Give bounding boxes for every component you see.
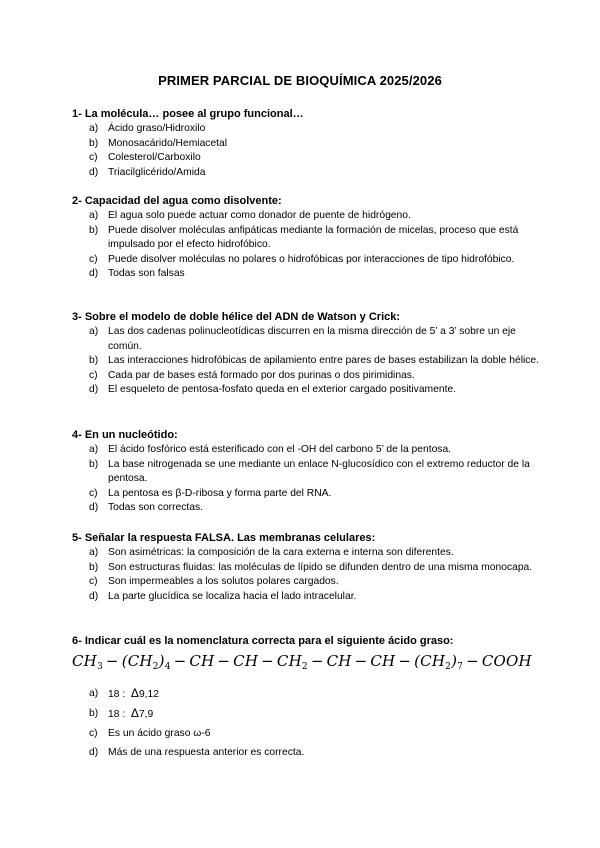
option-text: Son impermeables a los solutos polares cargados.	[108, 576, 339, 587]
fatty-acid-formula: $CH_3 - (CH_2)_4$ − CH − CH − $CH_2$ − CH − CH − $(CH_2)_7$ − COOH	[72, 652, 532, 672]
option-text: Triacilglicérido/Amida	[108, 166, 206, 178]
option-a	[72, 209, 542, 224]
option-letter: b)	[89, 458, 99, 470]
option-letter: d)	[89, 590, 99, 602]
option-letter: a)	[89, 210, 99, 221]
option-b	[72, 561, 542, 576]
option-letter: d)	[89, 268, 99, 279]
option-c	[72, 724, 542, 743]
option-a	[72, 546, 542, 561]
option-letter: a)	[89, 547, 99, 558]
option-letter: b)	[89, 708, 99, 719]
question-5	[72, 531, 542, 604]
option-c	[72, 369, 542, 384]
option-c	[72, 487, 542, 502]
option-c	[72, 151, 542, 166]
option-b	[72, 354, 542, 369]
option-letter: a)	[89, 444, 99, 455]
question-header: 4- En un nucleótido:	[72, 429, 178, 441]
question-header: 5- Señalar la respuesta FALSA. Las membranas celulares:	[72, 532, 376, 544]
option-letter: b)	[89, 561, 99, 573]
option-d	[72, 743, 542, 762]
option-letter: a)	[89, 688, 99, 699]
option-letter: a)	[89, 123, 99, 134]
option-text: El esqueleto de pentosa-fosfato queda en el exterior cargado positivamente.	[108, 384, 457, 395]
option-a	[72, 443, 542, 458]
option-b	[72, 458, 542, 487]
option-d	[72, 267, 542, 282]
option-text: Las interacciones hidrofóbicas de apilamiento entre pares de bases estabilizan la doble hélice.	[108, 355, 540, 366]
option-prefix: 18 :	[108, 689, 126, 700]
option-letter: b)	[89, 137, 99, 149]
question-3	[72, 310, 542, 398]
option-b	[72, 704, 542, 724]
option-letter: c)	[89, 369, 98, 381]
question-header: 6- Indicar cuál es la nomenclatura correcta para el siguiente ácido graso:	[72, 635, 454, 647]
option-c	[72, 575, 542, 590]
question-1	[72, 107, 542, 180]
option-letter: c)	[89, 253, 98, 265]
option-text: Todas son correctas.	[108, 502, 204, 513]
page-title: PRIMER PARCIAL DE BIOQUÍMICA 2025/2026	[158, 73, 442, 88]
option-text: 7,9	[138, 709, 154, 720]
question-header: 1- La molécula… posee al grupo funcional…	[72, 108, 304, 120]
option-text: El ácido fosfórico está esterificado con el -OH del carbono 5’ de la pentosa.	[108, 444, 452, 455]
question-6	[72, 634, 542, 649]
option-a	[72, 684, 542, 704]
question-header: 3- Sobre el modelo de doble hélice del ADN de Watson y Crick:	[72, 311, 401, 323]
option-letter: d)	[89, 384, 99, 395]
option-text: Es un ácido graso ω-6	[108, 728, 211, 739]
option-d	[72, 501, 542, 516]
option-c	[72, 253, 542, 268]
question-4	[72, 428, 542, 516]
option-d	[72, 166, 542, 181]
option-a	[72, 325, 542, 354]
option-letter: c)	[89, 576, 98, 587]
option-text: Puede disolver moléculas no polares o hidrofóbicas por interacciones de tipo hidrofóbico.	[108, 253, 515, 265]
delta-symbol: Δ	[130, 706, 139, 720]
option-letter: c)	[89, 487, 98, 499]
option-letter: d)	[89, 166, 99, 178]
option-text: Monosacárido/Hemiacetal	[108, 137, 228, 149]
option-text: La parte glucídica se localiza hacia el lado intracelular.	[108, 590, 357, 602]
option-letter: d)	[89, 747, 99, 758]
option-letter: c)	[89, 728, 98, 739]
option-text: 9,12	[138, 689, 159, 700]
option-letter: a)	[89, 326, 99, 337]
option-text: Todas son falsas	[108, 268, 185, 279]
option-prefix: 18 :	[108, 709, 126, 720]
option-text: Son estructuras fluidas: las moléculas de lípido se difunden dentro de una misma monocapa.	[108, 561, 533, 573]
option-text: Son asimétricas: la composición de la cara externa e interna son diferentes.	[108, 547, 454, 558]
option-text: La pentosa es β-D-ribosa y forma parte del RNA.	[108, 487, 332, 499]
option-d	[72, 590, 542, 605]
option-letter: b)	[89, 224, 99, 236]
option-letter: b)	[89, 355, 99, 366]
option-text: Más de una respuesta anterior es correcta.	[108, 747, 305, 758]
delta-symbol: Δ	[130, 686, 139, 700]
option-text: Puede disolver moléculas anfipáticas mediante la formación de micelas, proceso que está impulsado por el efecto hidrofóbico.	[108, 224, 519, 250]
option-text: Colesterol/Carboxilo	[108, 152, 201, 163]
option-letter: c)	[89, 152, 98, 163]
option-letter: d)	[89, 502, 99, 513]
question-6-options	[72, 684, 542, 762]
option-b	[72, 224, 542, 253]
option-text: La base nitrogenada se une mediante un enlace N-glucosídico con el extremo reductor de la pentosa.	[108, 458, 530, 484]
option-text: Las dos cadenas polinucleotídicas discurren en la misma dirección de 5’ a 3’ sobre un eje común.	[108, 326, 516, 352]
question-header: 2- Capacidad del agua como disolvente:	[72, 195, 282, 207]
option-text: Cada par de bases está formado por dos purinas o dos pirimidinas.	[108, 369, 415, 381]
option-text: Ácido graso/Hidroxilo	[108, 123, 206, 134]
option-a	[72, 122, 542, 137]
option-d	[72, 383, 542, 398]
question-2	[72, 194, 542, 282]
option-text: El agua solo puede actuar como donador de puente de hidrógeno.	[108, 210, 411, 221]
option-b	[72, 137, 542, 152]
